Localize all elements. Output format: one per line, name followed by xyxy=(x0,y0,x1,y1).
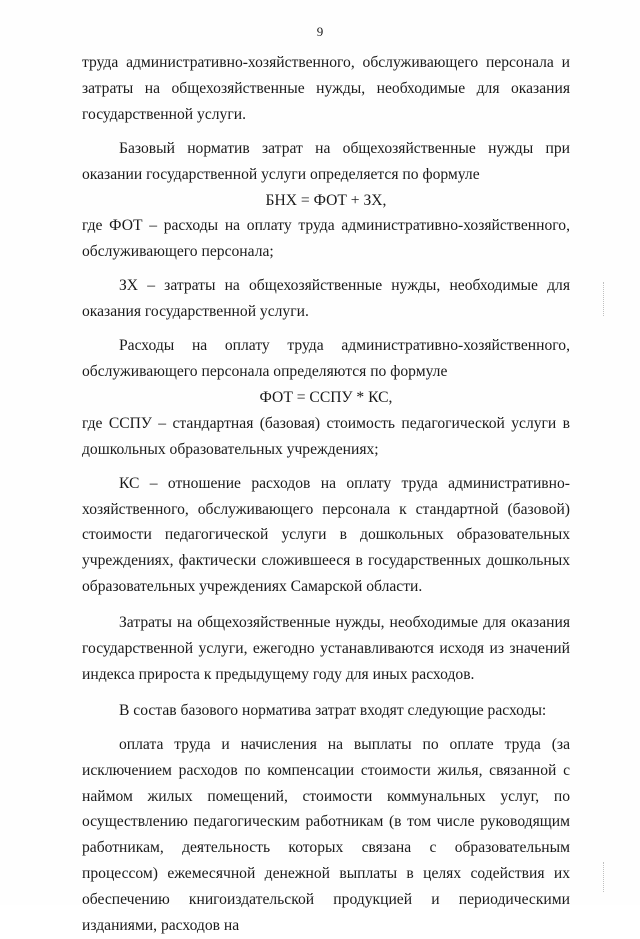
paragraph-zh-definition: ЗХ – затраты на общехозяйственные нужды, необходимые для оказания государственной услуги. xyxy=(82,277,570,321)
paragraph-fot-definition: где ФОТ – расходы на оплату труда административно-хозяйственного, обслуживающего персонала; xyxy=(82,217,570,261)
formula-bnh: БНХ = ФОТ + ЗХ, xyxy=(265,191,387,209)
paragraph-continuation: труда административно-хозяйственного, обслуживающего персонала и затраты на общехозяйственные нужды, необходимые для оказания государственной услуги. xyxy=(82,54,570,123)
paragraph-sspu-definition: где ССПУ – стандартная (базовая) стоимость педагогической услуги в дошкольных образовательных учреждениях; xyxy=(82,414,570,458)
page-number: 9 xyxy=(316,24,324,39)
scan-artifact-mark xyxy=(603,862,605,892)
paragraph-labor-costs: Расходы на оплату труда административно-хозяйственного, обслуживающего персонала определяются по формуле xyxy=(82,337,570,380)
paragraph-composition: В состав базового норматива затрат входят следующие расходы: xyxy=(119,701,547,719)
formula-fot: ФОТ = ССПУ * КС, xyxy=(259,388,393,406)
paragraph-payroll: оплата труда и начисления на выплаты по оплате труда (за исключением расходов по компенсации стоимости жилья, связанной с наймом жилых помещений, стоимости коммунальных услуг, по осуществлению педагогическим работникам (в том числе руководящим работникам, деятельность которых связана с образовательным процессом) ежемесячной денежной выплаты в целях содействия их обеспечению книгоиздательской продукцией и периодическими изданиями, расходов на xyxy=(82,735,570,935)
paragraph-general-costs: Затраты на общехозяйственные нужды, необходимые для оказания государственной услуги, ежегодно устанавливаются исходя из значений индекса прироста к предыдущему году для иных расходов. xyxy=(82,614,570,683)
paragraph-base-norm: Базовый норматив затрат на общехозяйственные нужды при оказании государственной услуги определяется по формуле xyxy=(82,139,570,183)
document-body xyxy=(82,50,570,939)
paragraph-ks-definition: КС – отношение расходов на оплату труда административно-хозяйственного, обслуживающего персонала к стандартной (базовой) стоимости педагогической услуги в дошкольных образовательных учреждениях, фактически сложившееся в государственных дошкольных образовательных учреждениях Самарской области. xyxy=(82,474,570,596)
scan-artifact-mark xyxy=(603,282,605,316)
